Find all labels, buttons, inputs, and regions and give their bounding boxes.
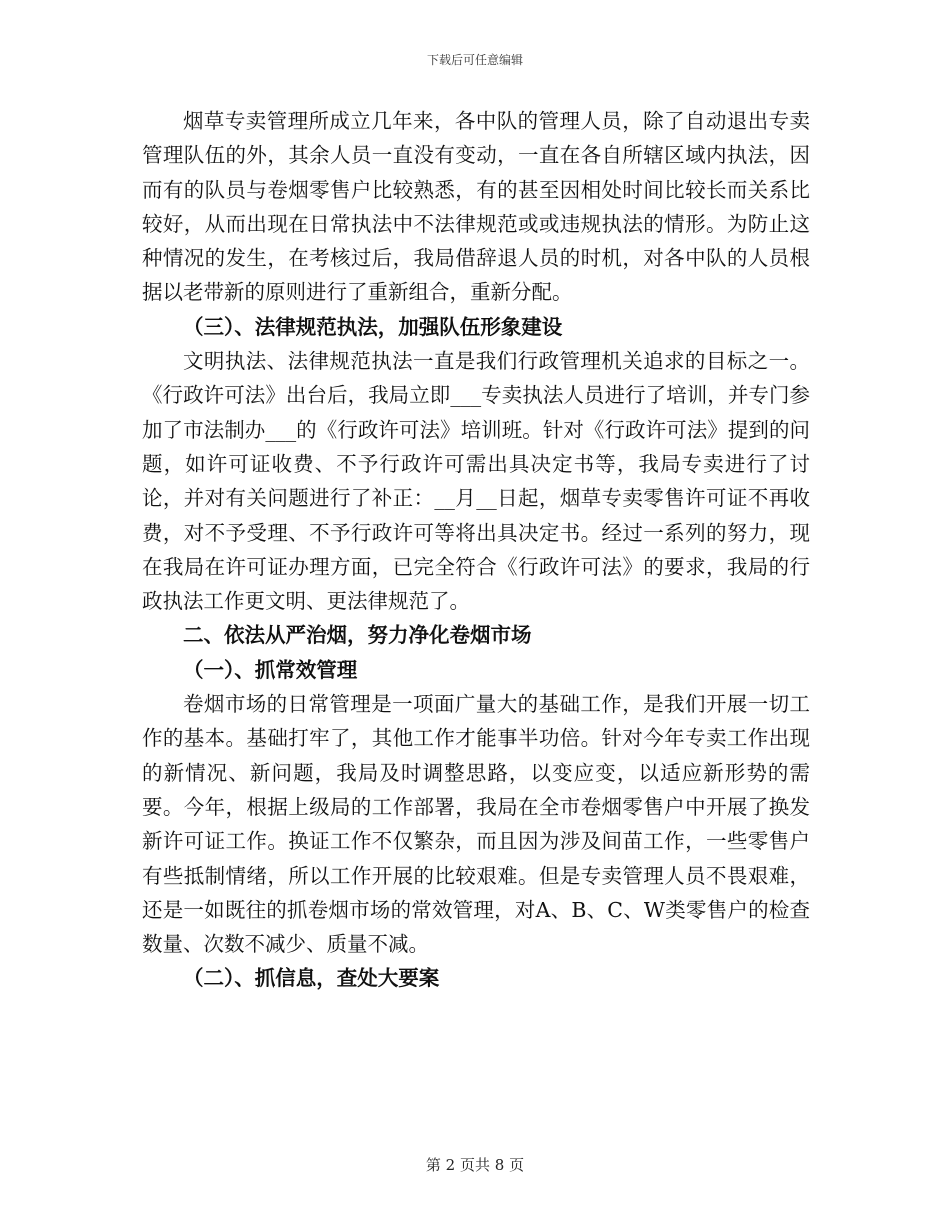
section-heading-1: （一）、抓常效管理 [183,657,358,682]
paragraph-3: 卷烟市场的日常管理是一项面广量大的基础工作，是我们开展一切工作的基本。基础打牢了，其他工作才能事半功倍。针对今年专卖工作出现的新情况、新问题，我局及时调整思路，以变应变，以适应新形势的需要。今年，根据上级局的工作部署，我局在全市卷烟零售户中开展了换发新许可证工作。换证工作不仅繁杂，而且因为涉及间苗工作，一些零售户有些抵制情绪，所以工作开展的比较艰难。但是专卖管理人员不畏艰难，还是一如既往的抓卷烟市场的常效管理，对A、B、C、W类零售户的检查数量、次数不减少、质量不减。 [142,692,810,957]
section-heading-3: （三）、法律规范执法，加强队伍形象建设 [183,314,563,339]
chapter-heading-2: 二、依法从严治烟，努力净化卷烟市场 [183,623,532,648]
document-body [142,104,810,996]
paragraph-2: 文明执法、法律规范执法一直是我们行政管理机关追求的目标之一。《行政许可法》出台后，我局立即___专卖执法人员进行了培训，并专门参加了市法制办___的《行政许可法》培训班。针对《行政许可法》提到的问题，如许可证收费、不予行政许可需出具决定书等，我局专卖进行了讨论，并对有关问题进行了补正：__月__日起，烟草专卖零售许可证不再收费，对不予受理、不予行政许可等将出具决定书。经过一系列的努力，现在我局在许可证办理方面，已完全符合《行政许可法》的要求，我局的行政执法工作更文明、更法律规范了。 [142,349,810,614]
section-heading-2: （二）、抓信息，查处大要案 [183,966,440,991]
page-footer: 第 2 页共 8 页 [425,1156,525,1174]
paragraph-1: 烟草专卖管理所成立几年来，各中队的管理人员，除了自动退出专卖管理队伍的外，其余人员一直没有变动，一直在各自所辖区域内执法，因而有的队员与卷烟零售户比较熟悉，有的甚至因相处时间比较长而关系比较好，从而出现在日常执法中不法律规范或或违规执法的情形。为防止这种情况的发生，在考核过后，我局借辞退人员的时机，对各中队的人员根据以老带新的原则进行了重新组合，重新分配。 [142,109,810,305]
page-header: 下载后可任意编辑 [426,53,523,67]
